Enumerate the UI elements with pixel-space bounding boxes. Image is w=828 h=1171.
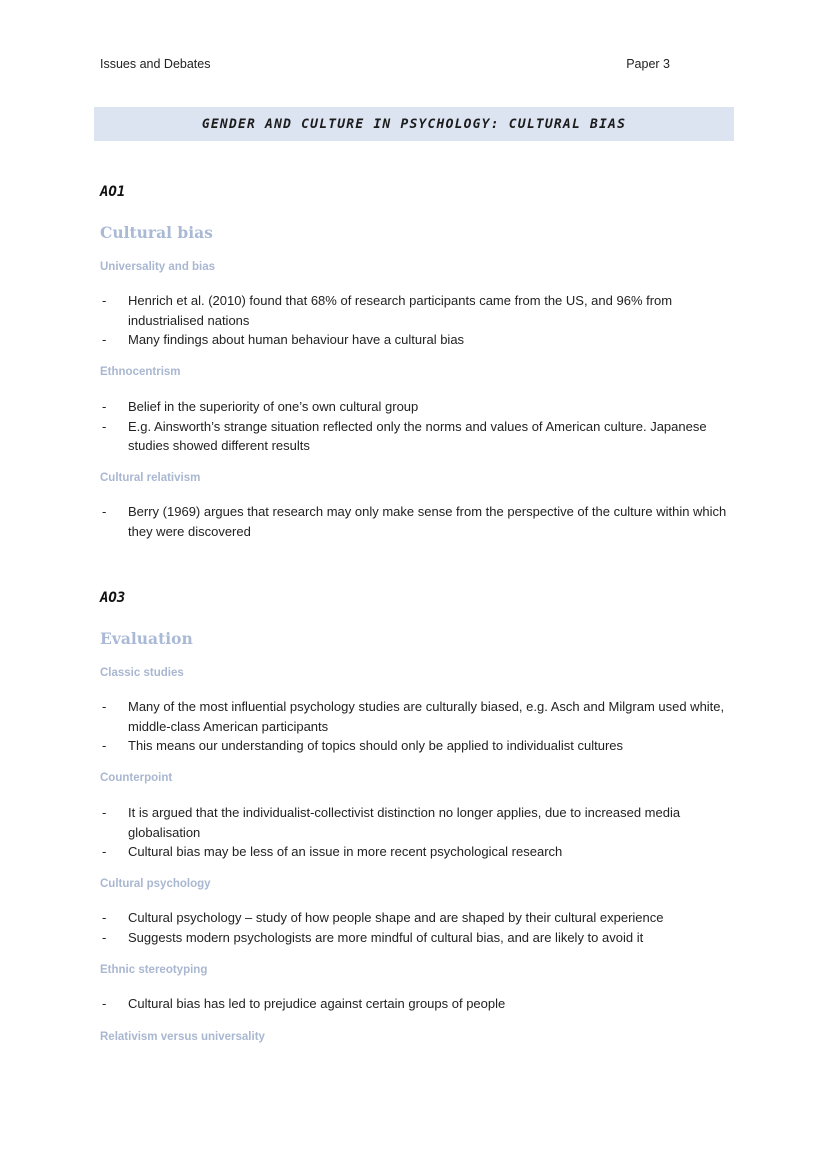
list-item — [100, 697, 740, 736]
bullet-dash: - — [102, 738, 107, 753]
bullet-dash: - — [102, 996, 107, 1011]
header-course: Issues and Debates — [100, 57, 211, 71]
list-item — [100, 803, 740, 842]
ao1-label: AO1 — [100, 184, 126, 200]
bullet-list — [100, 908, 740, 947]
subhead-universality: Universality and bias — [100, 261, 216, 273]
bullet-dash: - — [102, 504, 107, 519]
page-header — [100, 57, 670, 75]
bullet-text: Cultural bias may be less of an issue in more recent psychological research — [128, 844, 563, 859]
bullet-text: Suggests modern psychologists are more mindful of cultural bias, and are likely to avoid it — [128, 929, 644, 945]
section-title-evaluation: Evaluation — [100, 629, 193, 648]
bullet-dash: - — [102, 399, 107, 414]
list-item — [100, 502, 740, 541]
header-paper: Paper 3 — [626, 57, 670, 71]
bullet-dash: - — [102, 293, 107, 308]
bullet-dash: - — [102, 910, 107, 925]
list-item — [100, 994, 740, 1014]
title-banner — [94, 107, 734, 141]
bullet-text: Many findings about human behaviour have a cultural bias — [128, 332, 465, 347]
subhead-cultural-psychology: Cultural psychology — [100, 878, 211, 890]
bullet-dash: - — [102, 418, 107, 434]
bullet-text: Cultural bias has led to prejudice against certain groups of people — [128, 996, 506, 1011]
bullet-dash: - — [102, 844, 107, 859]
bullet-text: E.g. Ainsworth’s strange situation reflected only the norms and values of American culture. Japanese studies showed different results — [128, 418, 707, 453]
bullet-list — [100, 697, 740, 756]
list-item — [100, 842, 740, 862]
subhead-ethnocentrism: Ethnocentrism — [100, 366, 181, 378]
list-item — [100, 736, 740, 756]
bullet-dash: - — [102, 929, 107, 945]
list-item — [100, 291, 740, 330]
section-title-cultural-bias: Cultural bias — [100, 223, 213, 242]
bullet-text: Many of the most influential psychology studies are culturally biased, e.g. Asch and Milgram used white, middle-class American participants — [128, 699, 725, 734]
subhead-classic-studies: Classic studies — [100, 667, 184, 679]
bullet-dash: - — [102, 805, 107, 820]
subhead-cultural-relativism: Cultural relativism — [100, 472, 201, 484]
subhead-relativism-universality: Relativism versus universality — [100, 1031, 265, 1043]
bullet-list — [100, 803, 740, 862]
bullet-list — [100, 994, 740, 1014]
subhead-ethnic-stereotyping: Ethnic stereotyping — [100, 964, 208, 976]
ao3-label: AO3 — [100, 590, 126, 606]
page-title: GENDER AND CULTURE IN PSYCHOLOGY: CULTURAL BIAS — [201, 116, 627, 132]
bullet-text: Belief in the superiority of one’s own cultural group — [128, 399, 419, 414]
bullet-dash: - — [102, 699, 107, 714]
bullet-text: This means our understanding of topics should only be applied to individualist cultures — [128, 738, 624, 753]
list-item — [100, 928, 740, 948]
list-item — [100, 397, 740, 417]
list-item — [100, 417, 740, 456]
bullet-dash: - — [102, 332, 107, 347]
bullet-list — [100, 502, 740, 541]
bullet-text: Berry (1969) argues that research may only make sense from the perspective of the culture within which they were discovered — [128, 504, 727, 539]
bullet-list — [100, 397, 740, 456]
bullet-list — [100, 291, 740, 350]
bullet-text: Cultural psychology – study of how people shape and are shaped by their cultural experience — [128, 910, 664, 925]
subhead-counterpoint: Counterpoint — [100, 772, 173, 784]
bullet-text: It is argued that the individualist-collectivist distinction no longer applies, due to increased media globalisation — [128, 805, 681, 840]
list-item — [100, 908, 740, 928]
list-item — [100, 330, 740, 350]
bullet-text: Henrich et al. (2010) found that 68% of research participants came from the US, and 96% from industrialised nations — [128, 293, 673, 328]
